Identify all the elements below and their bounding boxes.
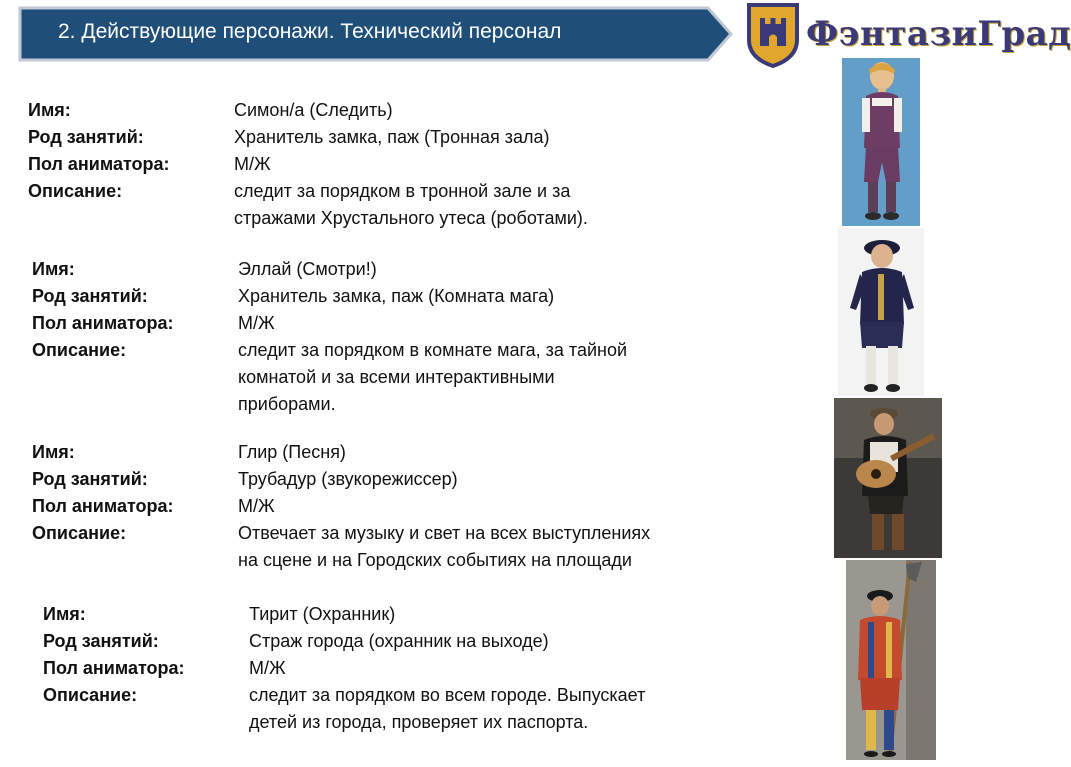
occupation-row (32, 466, 650, 493)
occupation-value: Трубадур (звукорежиссер) (238, 469, 458, 489)
description-label: Описание: (28, 181, 123, 201)
slide-title: 2. Действующие персонажи. Технический персонал (58, 20, 562, 43)
name-label: Имя: (32, 442, 75, 462)
occupation-label: Род занятий: (43, 631, 159, 651)
gender-label: Пол аниматора: (32, 496, 174, 516)
occupation-value: Хранитель замка, паж (Комната мага) (238, 286, 555, 306)
occupation-label: Род занятий: (32, 286, 148, 306)
gender-row (28, 151, 588, 178)
description-line: детей из города, проверяет их паспорта. (249, 712, 589, 732)
description-label: Описание: (32, 523, 127, 543)
gender-label: Пол аниматора: (43, 658, 185, 678)
troubadour-guitar-photo (834, 398, 942, 558)
description-line: следит за порядком в тронной зале и за (234, 181, 571, 201)
character-card-glir (32, 439, 650, 574)
page-boy-costume-photo (842, 58, 920, 226)
occupation-row (32, 283, 627, 310)
gender-value: М/Ж (238, 313, 275, 333)
gender-row (32, 310, 627, 337)
description-row (32, 337, 627, 418)
description-line: на сцене и на Городских событиях на площади (238, 550, 632, 570)
name-value: Глир (Песня) (238, 442, 346, 462)
occupation-label: Род занятий: (28, 127, 144, 147)
description-line: приборами. (238, 394, 336, 414)
logo-text: ФэнтазиГрад (806, 14, 1071, 54)
gender-value: М/Ж (249, 658, 286, 678)
name-label: Имя: (32, 259, 75, 279)
gender-value: М/Ж (238, 496, 275, 516)
character-card-ellai (32, 256, 627, 418)
description-value (238, 337, 627, 418)
description-label: Описание: (43, 685, 138, 705)
character-card-simon (28, 97, 588, 232)
occupation-row (28, 124, 588, 151)
description-label: Описание: (32, 340, 127, 360)
name-value: Симон/а (Следить) (234, 100, 393, 120)
halberd-guard-photo (846, 560, 936, 760)
gender-label: Пол аниматора: (28, 154, 170, 174)
description-line: комнатой и за всеми интерактивными (238, 367, 555, 387)
occupation-row (43, 628, 645, 655)
description-row (43, 682, 645, 736)
page-child-costume-photo (838, 228, 924, 396)
name-row (28, 97, 588, 124)
gender-value: М/Ж (234, 154, 271, 174)
gender-row (32, 493, 650, 520)
description-value (234, 178, 588, 232)
name-row (32, 439, 650, 466)
description-value (249, 682, 645, 736)
gender-label: Пол аниматора: (32, 313, 174, 333)
description-line: стражами Хрустального утеса (роботами). (234, 208, 588, 228)
name-value: Тирит (Охранник) (249, 604, 396, 624)
slide-title-banner (18, 6, 733, 62)
description-value (238, 520, 650, 574)
description-row (32, 520, 650, 574)
character-card-tirit (43, 601, 645, 736)
description-line: Отвечает за музыку и свет на всех выступлениях (238, 523, 651, 543)
occupation-label: Род занятий: (32, 469, 148, 489)
name-label: Имя: (28, 100, 71, 120)
occupation-value: Хранитель замка, паж (Тронная зала) (234, 127, 550, 147)
description-row (28, 178, 588, 232)
occupation-value: Страж города (охранник на выходе) (249, 631, 549, 651)
name-value: Эллай (Смотри!) (238, 259, 377, 279)
name-label: Имя: (43, 604, 86, 624)
castle-shield-icon (746, 2, 800, 68)
name-row (43, 601, 645, 628)
gender-row (43, 655, 645, 682)
name-row (32, 256, 627, 283)
description-line: следит за порядком в комнате мага, за тайной (238, 340, 628, 360)
description-line: следит за порядком во всем городе. Выпускает (249, 685, 646, 705)
